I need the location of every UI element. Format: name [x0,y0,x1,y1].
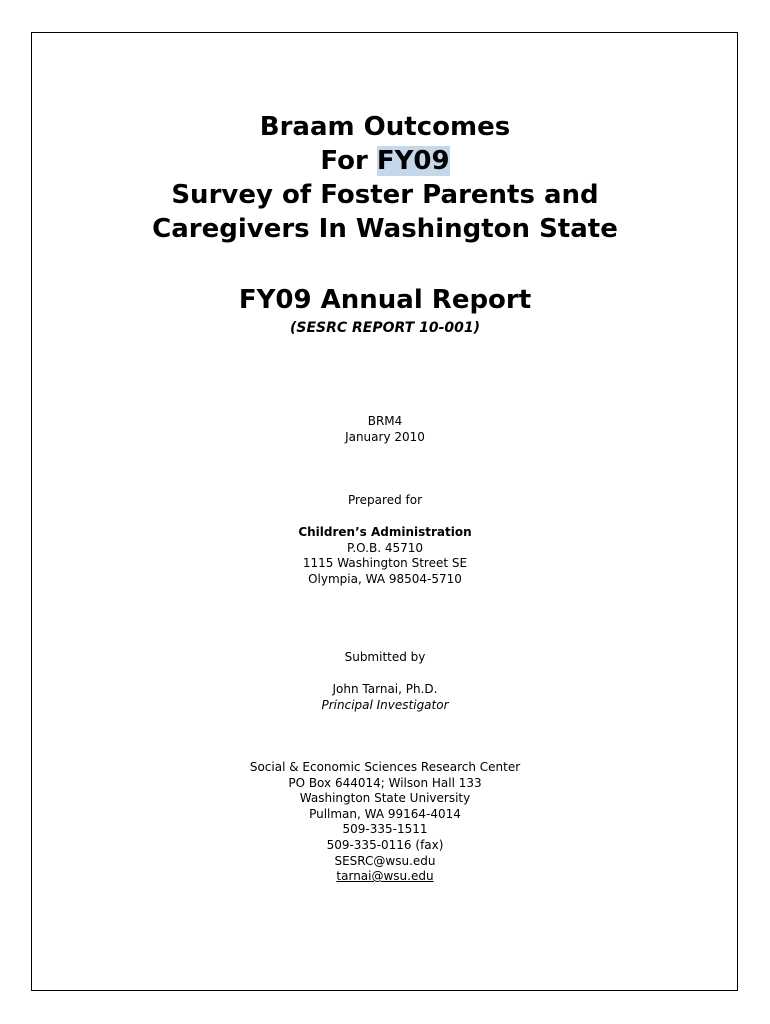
report-number: (SESRC REPORT 10-001) [289,320,481,336]
submitted-by-label [0,650,770,666]
center-phone: 509-335-1511 [342,822,428,837]
submitter-role: Principal Investigator [321,697,449,712]
title-line-2 [0,144,770,178]
center-university: Washington State University [299,791,471,806]
title-line-4: Caregivers In Washington State [152,214,618,244]
submitted-by-label-text: Submitted by [344,650,426,664]
report-title: FY09 Annual Report [238,285,532,315]
document-title [0,110,770,246]
doc-date: January 2010 [345,429,425,444]
tarnai-email-link[interactable]: tarnai@wsu.edu [336,869,434,884]
title-line-3: Survey of Foster Parents and [171,180,599,210]
center-name: Social & Economic Sciences Research Center [249,760,521,774]
prepared-for-city: Olympia, WA 98504-5710 [308,571,462,586]
prepared-for-label-text: Prepared for [347,493,423,507]
title-line-2-prefix: For [320,146,377,176]
prepared-for-street: 1115 Washington Street SE [302,556,468,571]
doc-code: BRM4 [367,414,403,428]
center-city: Pullman, WA 99164-4014 [309,806,461,821]
prepared-for-label [0,493,770,509]
prepared-for-address [0,525,770,587]
research-center-address [0,760,770,885]
submitter-name: John Tarnai, Ph.D. [332,682,438,696]
submitted-by-person [0,682,770,713]
highlighted-fy09: FY09 [376,146,450,176]
prepared-for-org: Children’s Administration [298,525,472,539]
center-address: PO Box 644014; Wilson Hall 133 [288,775,482,790]
prepared-for-pob: P.O.B. 45710 [347,540,423,555]
center-fax: 509-335-0116 (fax) [326,837,444,852]
center-email: SESRC@wsu.edu [334,853,436,868]
title-line-1: Braam Outcomes [259,112,511,142]
doc-info [0,414,770,445]
